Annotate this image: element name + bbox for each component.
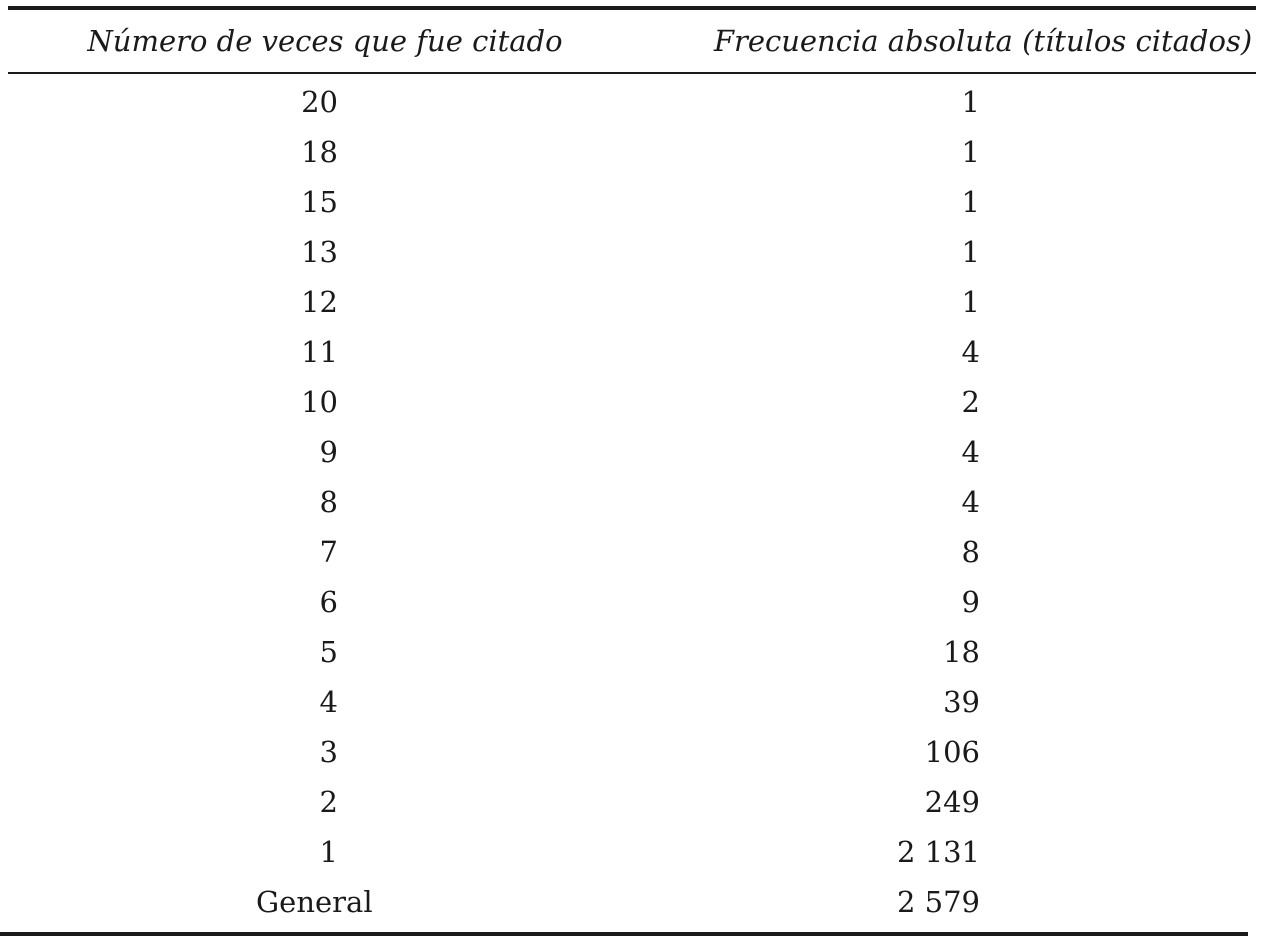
table-row	[8, 678, 1256, 728]
cell-frequency: 4	[961, 335, 980, 369]
cell-times-cited: 2	[319, 785, 338, 819]
cell-times-cited: 1	[319, 835, 338, 869]
cell-times-cited: 5	[319, 635, 338, 669]
table-row	[8, 778, 1256, 828]
table-row	[8, 128, 1256, 178]
table-row	[8, 728, 1256, 778]
table-row	[8, 578, 1256, 628]
table-header-row	[8, 10, 1256, 74]
cell-frequency: 4	[961, 435, 980, 469]
table-row	[8, 828, 1256, 878]
cell-times-cited: 7	[319, 535, 338, 569]
cell-frequency: 8	[961, 535, 980, 569]
table-row	[8, 178, 1256, 228]
table-row	[8, 278, 1256, 328]
citation-frequency-table	[8, 6, 1256, 928]
cell-frequency: 39	[943, 685, 980, 719]
cell-frequency: 1	[961, 85, 980, 119]
table-row	[8, 78, 1256, 128]
cell-frequency: 1	[961, 235, 980, 269]
table-row	[8, 378, 1256, 428]
cell-frequency: 1	[961, 185, 980, 219]
header-absolute-frequency: Frecuencia absoluta (títulos citados)	[713, 24, 1253, 58]
cell-frequency: 2	[961, 385, 980, 419]
cell-times-cited: 18	[301, 135, 338, 169]
cell-frequency: 18	[943, 635, 980, 669]
header-times-cited: Número de veces que fue citado	[87, 24, 563, 58]
cell-frequency: 106	[924, 735, 980, 769]
cell-times-cited: 12	[301, 285, 338, 319]
table-row	[8, 628, 1256, 678]
table-bottom-rule	[0, 932, 1248, 936]
cell-times-cited: 4	[319, 685, 338, 719]
table-row	[8, 428, 1256, 478]
cell-frequency: 249	[924, 785, 980, 819]
cell-times-cited: 13	[301, 235, 338, 269]
cell-frequency: 2 131	[896, 835, 980, 869]
table-row	[8, 528, 1256, 578]
table-row	[8, 478, 1256, 528]
cell-frequency: 4	[961, 485, 980, 519]
table-row	[8, 228, 1256, 278]
cell-frequency: 1	[961, 135, 980, 169]
table-row	[8, 328, 1256, 378]
cell-times-cited: 9	[319, 435, 338, 469]
cell-times-cited: 15	[301, 185, 338, 219]
cell-total-frequency: 2 579	[896, 885, 980, 919]
cell-times-cited: 20	[301, 85, 338, 119]
cell-frequency: 1	[961, 285, 980, 319]
cell-frequency: 9	[961, 585, 980, 619]
cell-times-cited: 11	[301, 335, 338, 369]
cell-times-cited: 10	[301, 385, 338, 419]
table-body	[8, 78, 1256, 928]
cell-total-label: General	[256, 885, 373, 919]
cell-times-cited: 8	[319, 485, 338, 519]
cell-times-cited: 6	[319, 585, 338, 619]
table-total-row	[8, 878, 1256, 928]
cell-times-cited: 3	[319, 735, 338, 769]
